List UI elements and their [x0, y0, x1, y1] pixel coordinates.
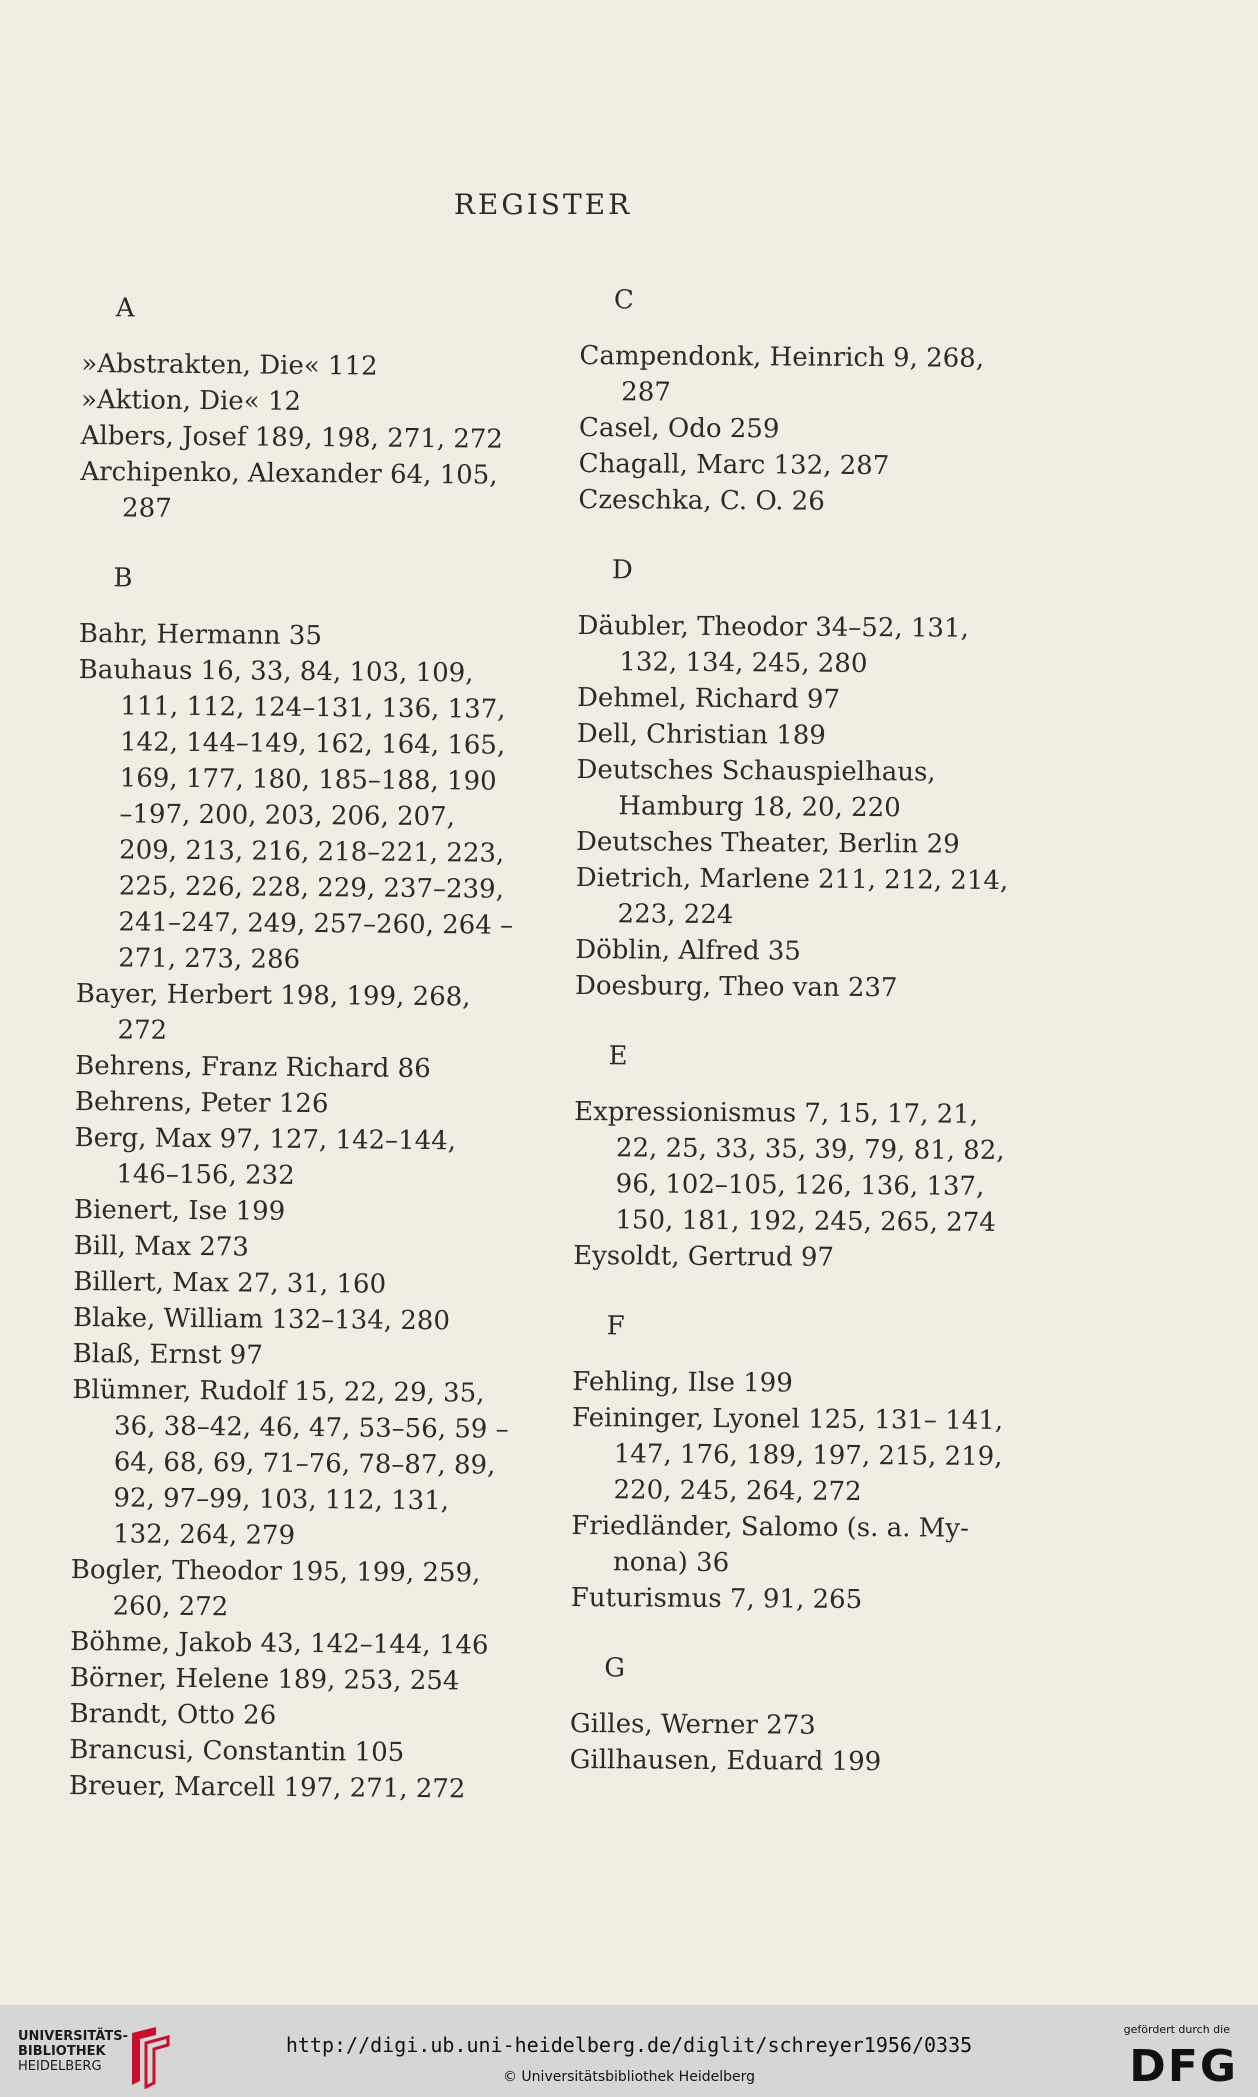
section-letter: D: [611, 555, 633, 586]
permalink-url[interactable]: http://digi.ub.uni-heidelberg.de/diglit/schreyer1956/0335: [285, 2033, 973, 2057]
library-name-line1: UNIVERSITÄTS-: [18, 2029, 128, 2044]
index-entry: Börner, Helene 189, 253, 254: [69, 1662, 460, 1697]
section-letter: E: [608, 1041, 628, 1072]
page-title: REGISTER: [453, 188, 633, 221]
index-entry: Blaß, Ernst 97: [72, 1338, 263, 1371]
index-entry: Brandt, Otto 26: [69, 1698, 277, 1731]
section-letter: C: [613, 285, 634, 316]
index-entry: Deutsches Theater, Berlin 29: [575, 826, 960, 860]
index-entry: Bogler, Theodor 195, 199, 259, 260, 272: [70, 1554, 481, 1623]
index-entry: Campendonk, Heinrich 9, 268, 287: [579, 340, 985, 408]
index-entry: Fehling, Ilse 199: [572, 1366, 793, 1399]
footer-bar: [0, 2005, 1258, 2097]
section-letter: F: [606, 1311, 625, 1342]
index-entry: Billert, Max 27, 31, 160: [73, 1266, 387, 1300]
index-entry: Bienert, Ise 199: [73, 1194, 286, 1227]
index-entry: »Abstrakten, Die« 112: [81, 348, 378, 382]
index-entry: »Aktion, Die« 12: [80, 384, 302, 417]
index-entry: Archipenko, Alexander 64, 105, 287: [80, 456, 498, 524]
index-entry: Gillhausen, Eduard 199: [569, 1744, 882, 1778]
index-entry: Bauhaus 16, 33, 84, 103, 109, 111, 112, 124–131, 136, 137, 142, 144–149, 162, 164, 165, 169, 177, 180, 185–188, 190 –197, 200, 203, 206, 207, 209, 213, 216, 218–221, 223, 225, 226, 228, 229, 237–239, 241–247, 249, 257–260, 264 –271, 273, 286: [78, 654, 514, 975]
index-entry: Czeschka, C. O. 26: [578, 484, 825, 517]
index-entry: Doesburg, Theo van 237: [574, 970, 898, 1004]
section-letter: G: [604, 1653, 626, 1684]
index-entry: Eysoldt, Gertrud 97: [573, 1240, 835, 1273]
copyright-text: © Universitätsbibliothek Heidelberg: [502, 2069, 755, 2085]
index-entry: Gilles, Werner 273: [569, 1708, 816, 1741]
index-entry: Breuer, Marcell 197, 271, 272: [68, 1770, 466, 1805]
index-entry: Futurismus 7, 91, 265: [570, 1582, 863, 1616]
section-letter: B: [113, 563, 133, 594]
index-entry: Däubler, Theodor 34–52, 131, 132, 134, 245, 280: [577, 610, 969, 680]
library-name-line3: HEIDELBERG: [18, 2059, 102, 2074]
index-entry: Berg, Max 97, 127, 142–144, 146–156, 232: [74, 1122, 457, 1191]
index-entry: Böhme, Jakob 43, 142–144, 146: [70, 1626, 489, 1661]
funding-note: gefördert durch die: [1123, 2023, 1230, 2036]
index-entry: Friedländer, Salomo (s. a. My- nona) 36: [571, 1510, 969, 1579]
index-entry: Brancusi, Constantin 105: [69, 1734, 405, 1768]
index-entry: Dehmel, Richard 97: [576, 682, 841, 715]
index-entry: Behrens, Peter 126: [74, 1086, 329, 1120]
dfg-logo: DFG: [1129, 2041, 1238, 2092]
index-column-left: [69, 290, 522, 1808]
index-entry: Bill, Max 273: [73, 1230, 250, 1263]
index-entry: Deutsches Schauspielhaus, Hamburg 18, 20, 220: [576, 754, 936, 824]
library-name-line2: BIBLIOTHEK: [18, 2044, 106, 2059]
index-entry: Döblin, Alfred 35: [575, 934, 802, 967]
index-entry: Bayer, Herbert 198, 199, 268, 272: [75, 978, 471, 1046]
index-entry: Casel, Odo 259: [578, 412, 780, 445]
index-entry: Expressionismus 7, 15, 17, 21, 22, 25, 33, 35, 39, 79, 81, 82, 96, 102–105, 126, 136, 137, 150, 181, 192, 245, 265, 274: [574, 1096, 1005, 1238]
index-entry: Feininger, Lyonel 125, 131– 141, 147, 176, 189, 197, 215, 219, 220, 245, 264, 272: [571, 1402, 1004, 1507]
index-entry: Blümner, Rudolf 15, 22, 29, 35, 36, 38–42, 46, 47, 53–56, 59 –64, 68, 69, 71–76, 78–87, 89, 92, 97–99, 103, 112, 131, 132, 264, 279: [72, 1374, 509, 1551]
index-entry: Chagall, Marc 132, 287: [578, 448, 890, 482]
index-entry: Behrens, Franz Richard 86: [75, 1050, 431, 1085]
index-entry: Dietrich, Marlene 211, 212, 214, 223, 224: [575, 862, 1009, 931]
index-entry: Bahr, Hermann 35: [78, 618, 323, 652]
index-column-right: [570, 282, 1020, 1781]
section-letter: A: [115, 293, 135, 324]
index-entry: Blake, William 132–134, 280: [72, 1302, 451, 1337]
index-entry: Albers, Josef 189, 198, 271, 272: [80, 420, 504, 455]
index-entry: Dell, Christian 189: [576, 718, 826, 751]
